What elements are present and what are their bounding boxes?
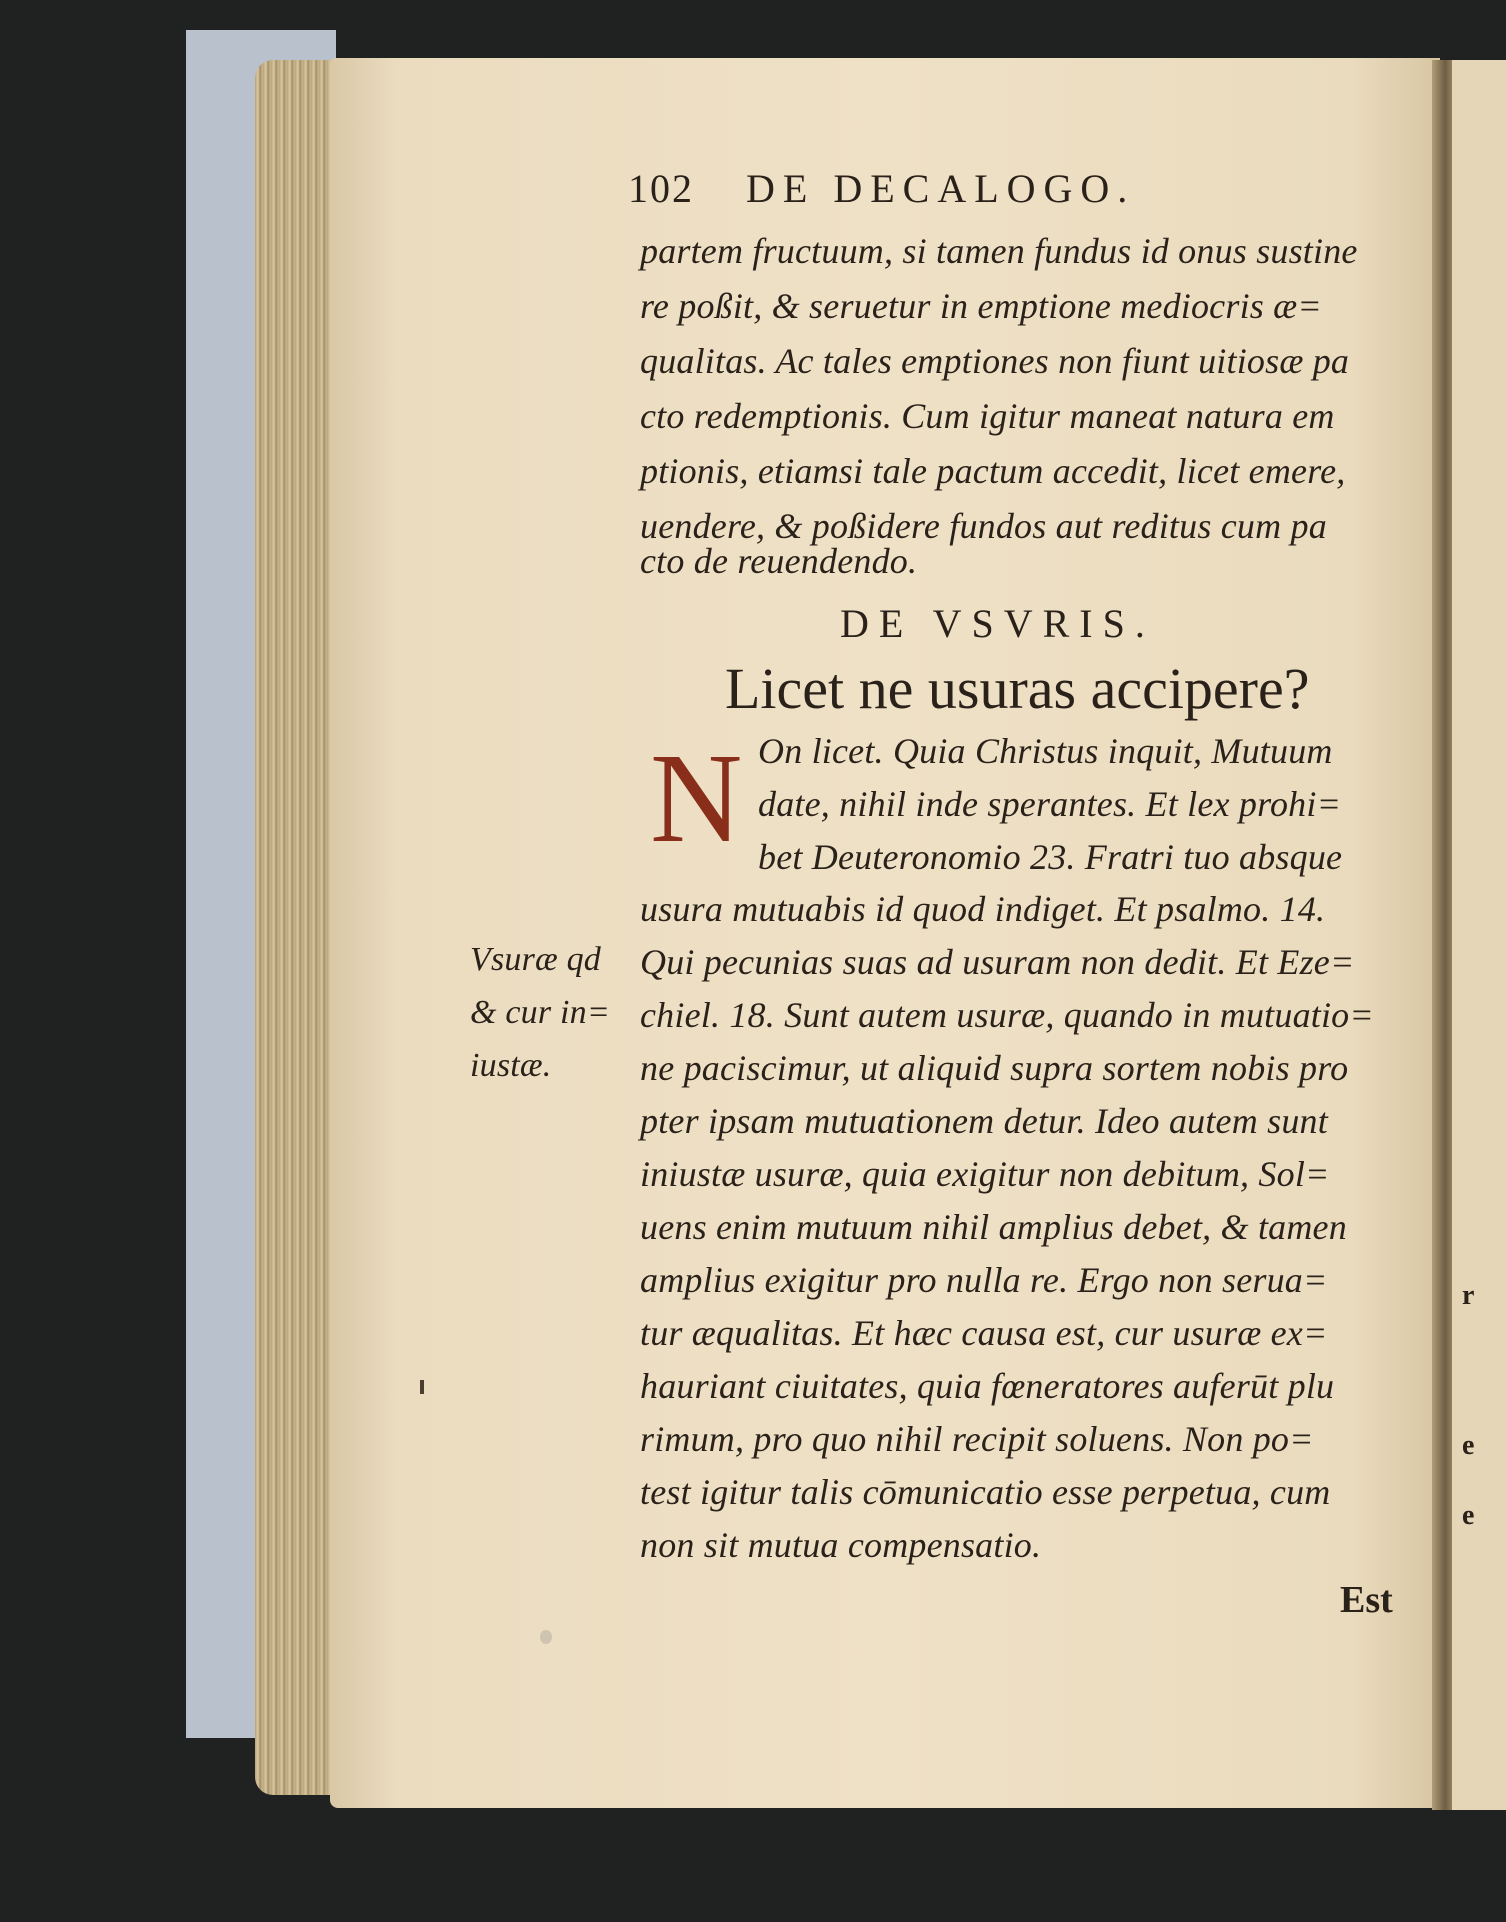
- text-line: date, nihil inde sperantes. Et lex prohi=: [758, 784, 1342, 824]
- text-line: partem fructuum, si tamen fundus id onus sustine: [640, 231, 1358, 271]
- running-header: [628, 165, 1135, 215]
- text-line: re poßit, & seruetur in emptione mediocris æ=: [640, 286, 1322, 326]
- margin-note-line: Vsuræ qd: [470, 941, 602, 978]
- right-page-edge: [1452, 60, 1506, 1810]
- drop-cap: N: [650, 727, 743, 869]
- text-line: On licet. Quia Christus inquit, Mutuum: [758, 731, 1333, 771]
- ink-mark: [420, 1380, 424, 1394]
- text-line: uens enim mutuum nihil amplius debet, & tamen: [640, 1207, 1347, 1247]
- book-gutter: [1432, 60, 1454, 1810]
- text-line: bet Deuteronomio 23. Fratri tuo absque: [758, 837, 1343, 877]
- running-title: DE DECALOGO.: [746, 166, 1136, 211]
- right-page-fragment: r: [1462, 1280, 1475, 1311]
- text-line: cto de reuendendo.: [640, 541, 918, 581]
- margin-note-line: iustæ.: [470, 1047, 552, 1084]
- text-line: tur æqualitas. Et hæc causa est, cur usuræ ex=: [640, 1313, 1328, 1353]
- catchword: Est: [1340, 1579, 1393, 1621]
- text-line: chiel. 18. Sunt autem usuræ, quando in mutuatio=: [640, 995, 1374, 1035]
- margin-note-line: & cur in=: [470, 994, 610, 1031]
- text-line: uendere, & poßidere fundos aut reditus cum pa: [640, 506, 1327, 546]
- question-heading: Licet ne usuras accipere?: [725, 656, 1310, 721]
- section-heading: DE VSVRIS.: [840, 601, 1155, 646]
- text-line: amplius exigitur pro nulla re. Ergo non serua=: [640, 1260, 1328, 1300]
- text-line: hauriant ciuitates, quia fœneratores auferūt plu: [640, 1366, 1335, 1406]
- page-edges: [255, 60, 335, 1795]
- page-number: 102: [628, 166, 694, 211]
- text-line: pter ipsam mutuationem detur. Ideo autem sunt: [640, 1101, 1328, 1141]
- paper-hole: [540, 1630, 552, 1644]
- right-page-fragment: e: [1462, 1500, 1475, 1531]
- text-line: ne paciscimur, ut aliquid supra sortem nobis pro: [640, 1048, 1349, 1088]
- text-line: ptionis, etiamsi tale pactum accedit, licet emere,: [640, 451, 1346, 491]
- text-line: rimum, pro quo nihil recipit soluens. Non po=: [640, 1419, 1314, 1459]
- text-line: Qui pecunias suas ad usuram non dedit. Et Eze=: [640, 942, 1355, 982]
- text-line: non sit mutua compensatio.: [640, 1525, 1042, 1565]
- text-line: usura mutuabis id quod indiget. Et psalmo. 14.: [640, 889, 1326, 929]
- text-line: cto redemptionis. Cum igitur maneat natura em: [640, 396, 1335, 436]
- text-line: iniustæ usuræ, quia exigitur non debitum, Sol=: [640, 1154, 1330, 1194]
- text-line: test igitur talis cōmunicatio esse perpetua, cum: [640, 1472, 1331, 1512]
- text-line: qualitas. Ac tales emptiones non fiunt uitiosæ pa: [640, 341, 1350, 381]
- right-page-fragment: e: [1462, 1430, 1475, 1461]
